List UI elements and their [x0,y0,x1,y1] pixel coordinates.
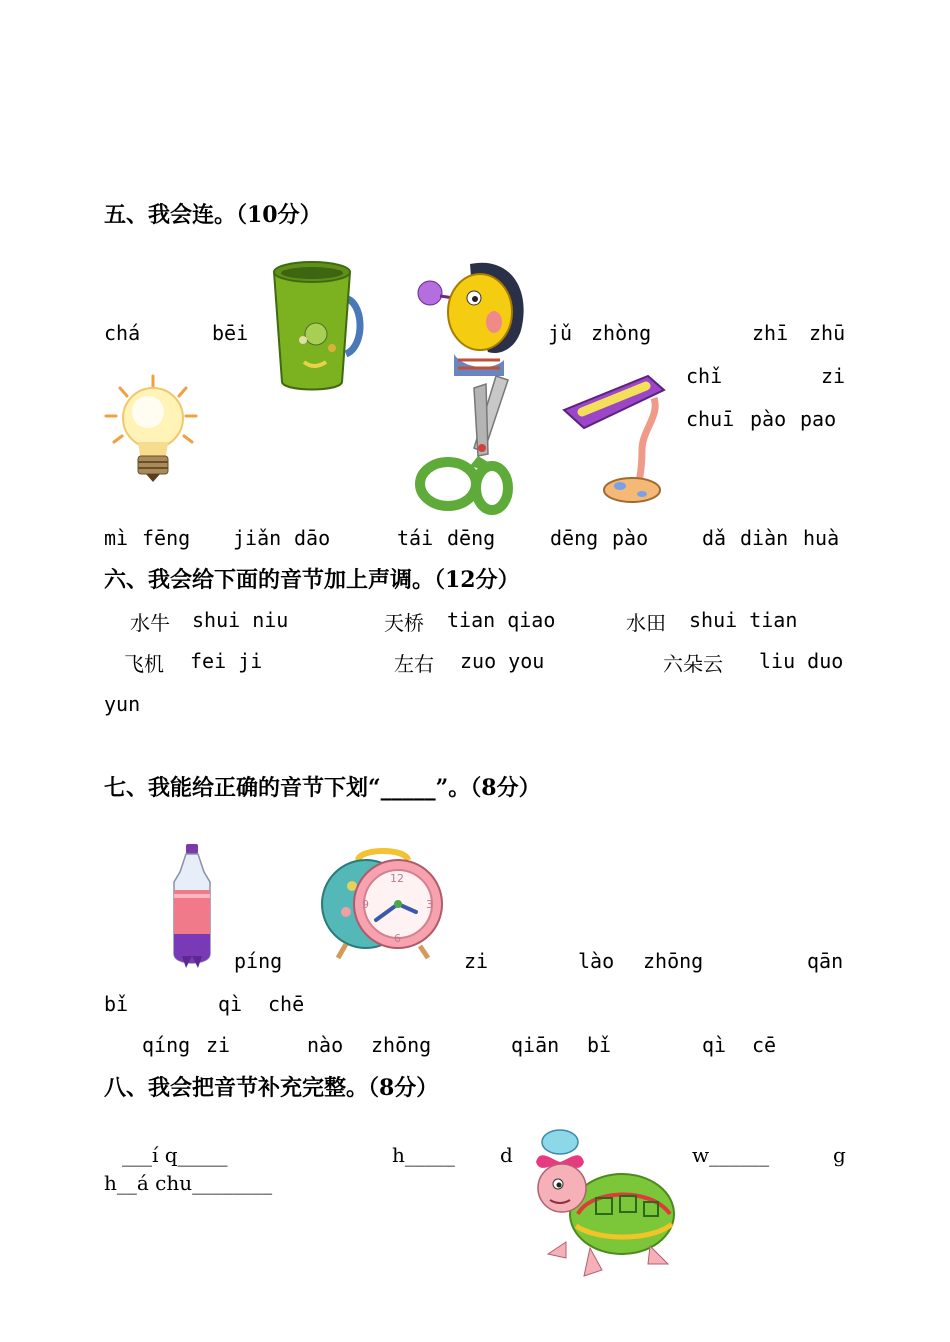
hanzi-liuduoyun: 六朵云 [663,652,723,676]
pinyin-bi: bǐ [104,992,129,1016]
pinyin-qi-2: qì [702,1033,727,1057]
pinyin-hua: huà [803,526,840,550]
blank-item-4: w______ [692,1143,770,1167]
pinyin-feng: fēng [142,526,191,550]
pinyin-zhu: zhū [809,321,846,345]
pinyin-zhong-2: zhōng [643,949,704,973]
pinyin-ce: cē [752,1033,777,1057]
pinyin-ju: jǔ [548,321,573,345]
svg-text:9: 9 [362,898,369,911]
cup-image [266,258,366,394]
pinyin-dian: diàn [740,526,789,550]
pinyin-pao-2: pao [800,407,837,431]
pinyin-nao: nào [307,1033,344,1057]
pinyin-mi: mì [104,526,129,550]
hanzi-shuiniu: 水牛 [130,611,170,635]
pinyin-pao: pào [750,407,787,431]
svg-text:6: 6 [394,932,401,945]
pinyin-yun: yun [104,692,141,716]
pinyin-pao-3: pào [612,526,649,550]
pinyin-qing: qíng [142,1033,191,1057]
pinyin-lao: lào [578,949,615,973]
pinyin-tai: tái [397,526,434,550]
alarm-clock-image [320,846,446,964]
light-bulb-image [100,372,206,488]
turtle-image [530,1130,678,1280]
hanzi-feiji: 飞机 [124,652,164,676]
blank-item-6: h__á chu________ [104,1171,273,1195]
pinyin-chi: chǐ [686,364,723,388]
section-5-title: 五、我会连。（10分） [104,202,322,228]
blank-item-2: h_____ [392,1143,455,1167]
blank-item-3: d [500,1143,513,1167]
pinyin-zi: zi [821,364,846,388]
pinyin-zi-2: zi [464,949,489,973]
pinyin-shui-tian: shui tian [689,608,798,632]
pinyin-deng: dēng [447,526,496,550]
pinyin-chui: chuī [686,407,735,431]
weightlifter-image [414,256,530,376]
hanzi-tianqiao: 天桥 [384,611,424,635]
pinyin-jian: jiǎn [233,526,282,550]
pinyin-qan: qān [807,949,844,973]
pinyin-qian: qiān [511,1033,560,1057]
pinyin-zhong: zhòng [591,321,652,345]
pinyin-ping: píng [234,949,283,973]
blank-item-1: ___í q_____ [122,1143,228,1167]
pinyin-deng-2: dēng [550,526,599,550]
svg-text:12: 12 [390,872,404,885]
pinyin-zuo-you: zuo you [460,649,545,673]
pinyin-che: chē [268,992,305,1016]
pinyin-qi: qì [218,992,243,1016]
section-8-title: 八、我会把音节补充完整。（8分） [104,1075,439,1101]
pinyin-bei: bēi [212,321,249,345]
pinyin-bi-2: bǐ [587,1033,612,1057]
section-7-title: 七、我能给正确的音节下划“_____”。（8分） [104,775,541,801]
pinyin-shui-niu: shui niu [192,608,289,632]
pinyin-cha: chá [104,321,141,345]
pinyin-zhong-3: zhōng [371,1033,432,1057]
pinyin-zi-3: zi [206,1033,231,1057]
hanzi-zuoyou: 左右 [394,652,434,676]
desk-lamp-image [560,370,680,510]
pinyin-dao: dāo [294,526,331,550]
blank-item-5: g [833,1143,846,1167]
hanzi-shuitian: 水田 [626,611,666,635]
scissors-image [414,374,514,514]
bottle-image [164,842,220,970]
pinyin-tian-qiao: tian qiao [447,608,556,632]
pinyin-liu-duo: liu duo [759,649,844,673]
section-6-title: 六、我会给下面的音节加上声调。（12分） [104,567,520,593]
pinyin-da: dǎ [702,526,727,550]
pinyin-zhi: zhī [752,321,789,345]
pinyin-fei-ji: fei ji [190,649,263,673]
svg-text:3: 3 [426,898,433,911]
